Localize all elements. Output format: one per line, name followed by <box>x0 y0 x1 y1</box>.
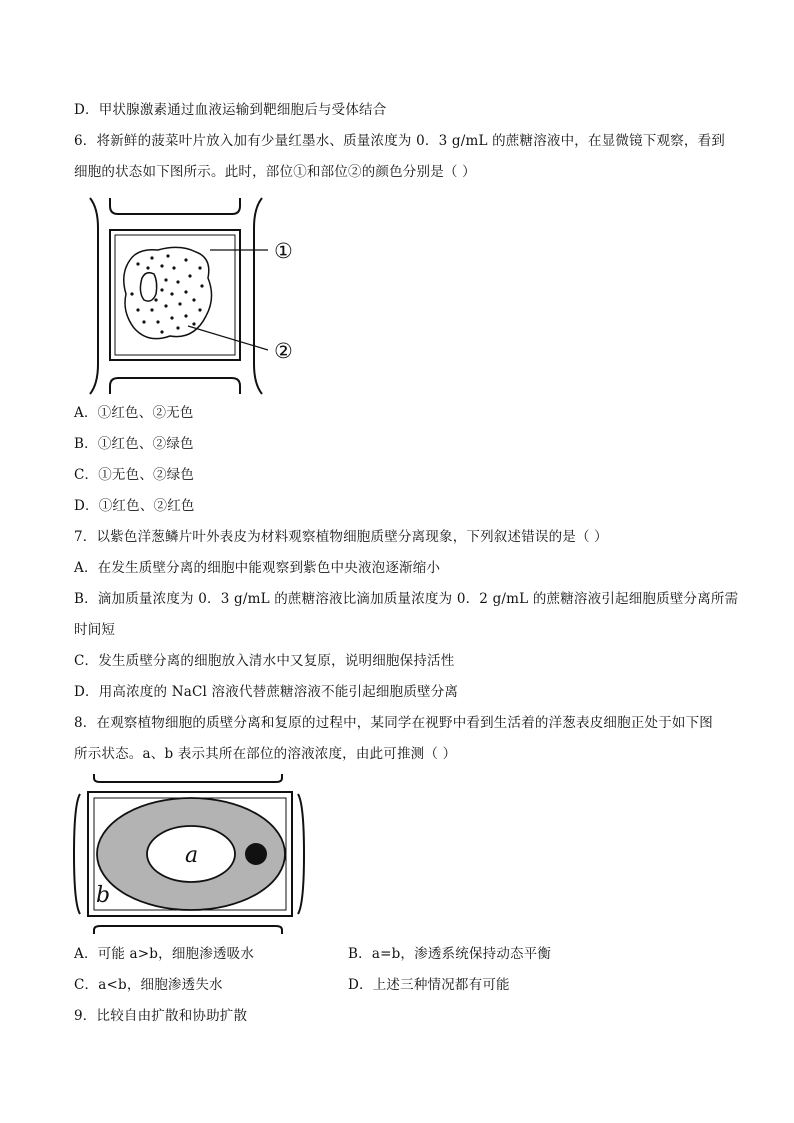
q7-option-a: A．在发生质壁分离的细胞中能观察到紫色中央液泡逐渐缩小 <box>74 560 441 576</box>
q6-top-neighbor-wall <box>110 198 240 214</box>
q7-option-c: C．发生质壁分离的细胞放入清水中又复原，说明细胞保持活性 <box>74 653 455 669</box>
q8-left-neighbor-wall <box>74 794 80 914</box>
q6-option-a: A．①红色、②无色 <box>74 405 194 421</box>
q7-option-b-line1: B．滴加质量浓度为 0．3 g/mL 的蔗糖溶液比滴加质量浓度为 0．2 g/mL 的蔗糖溶液引起细胞质壁分离所需 <box>74 591 739 607</box>
q6-option-b: B．①红色、②绿色 <box>74 436 194 452</box>
q6-label-2: ② <box>274 339 293 363</box>
q8-bottom-neighbor-wall <box>94 926 282 934</box>
q9-stem: 9．比较自由扩散和协助扩散 <box>74 1008 248 1024</box>
q8-nucleus <box>245 843 267 865</box>
q8-option-b: B．a=b，渗透系统保持动态平衡 <box>348 946 552 962</box>
q6-option-d: D．①红色、②红色 <box>74 498 195 514</box>
q6-protoplast <box>124 247 212 338</box>
q8-label-a: a <box>185 843 199 868</box>
q7-option-d: D．用高浓度的 NaCl 溶液代替蔗糖溶液不能引起细胞质壁分离 <box>74 684 459 700</box>
q8-option-a: A．可能 a>b，细胞渗透吸水 <box>74 946 255 962</box>
q7-option-b-line2: 时间短 <box>74 622 116 638</box>
q6-leader-line-2 <box>188 326 268 350</box>
q8-right-neighbor-wall <box>298 794 304 914</box>
q8-cell-diagram <box>70 774 310 934</box>
q6-bottom-neighbor-wall <box>110 378 240 394</box>
q6-stem-line1: 6．将新鲜的菠菜叶片放入加有少量红墨水、质量浓度为 0．3 g/mL 的蔗糖溶液中，在显微镜下观察，看到 <box>74 133 725 149</box>
q7-stem: 7．以紫色洋葱鳞片叶外表皮为材料观察植物细胞质壁分离现象，下列叙述错误的是（ ） <box>74 529 608 545</box>
q6-stem-line2: 细胞的状态如下图所示。此时，部位①和部位②的颜色分别是（ ） <box>74 164 476 180</box>
q8-option-c: C．a<b，细胞渗透失水 <box>74 977 223 993</box>
q6-cell-diagram <box>90 198 310 394</box>
q6-nucleus <box>140 273 156 301</box>
q5-option-d: D．甲状腺激素通过血液运输到靶细胞后与受体结合 <box>74 102 387 118</box>
q6-right-neighbor-wall <box>254 198 262 394</box>
q8-top-neighbor-wall <box>94 774 282 782</box>
q6-label-1: ① <box>274 239 293 263</box>
q6-option-c: C．①无色、②绿色 <box>74 467 195 483</box>
q8-stem-line1: 8．在观察植物细胞的质壁分离和复原的过程中，某同学在视野中看到生活着的洋葱表皮细胞正处于如下图 <box>74 715 713 731</box>
q8-stem-line2: 所示状态。a、b 表示其所在部位的溶液浓度，由此可推测（ ） <box>74 746 457 762</box>
q6-left-neighbor-wall <box>90 198 98 394</box>
q8-label-b: b <box>96 883 111 908</box>
q8-option-d: D．上述三种情况都有可能 <box>348 977 510 993</box>
